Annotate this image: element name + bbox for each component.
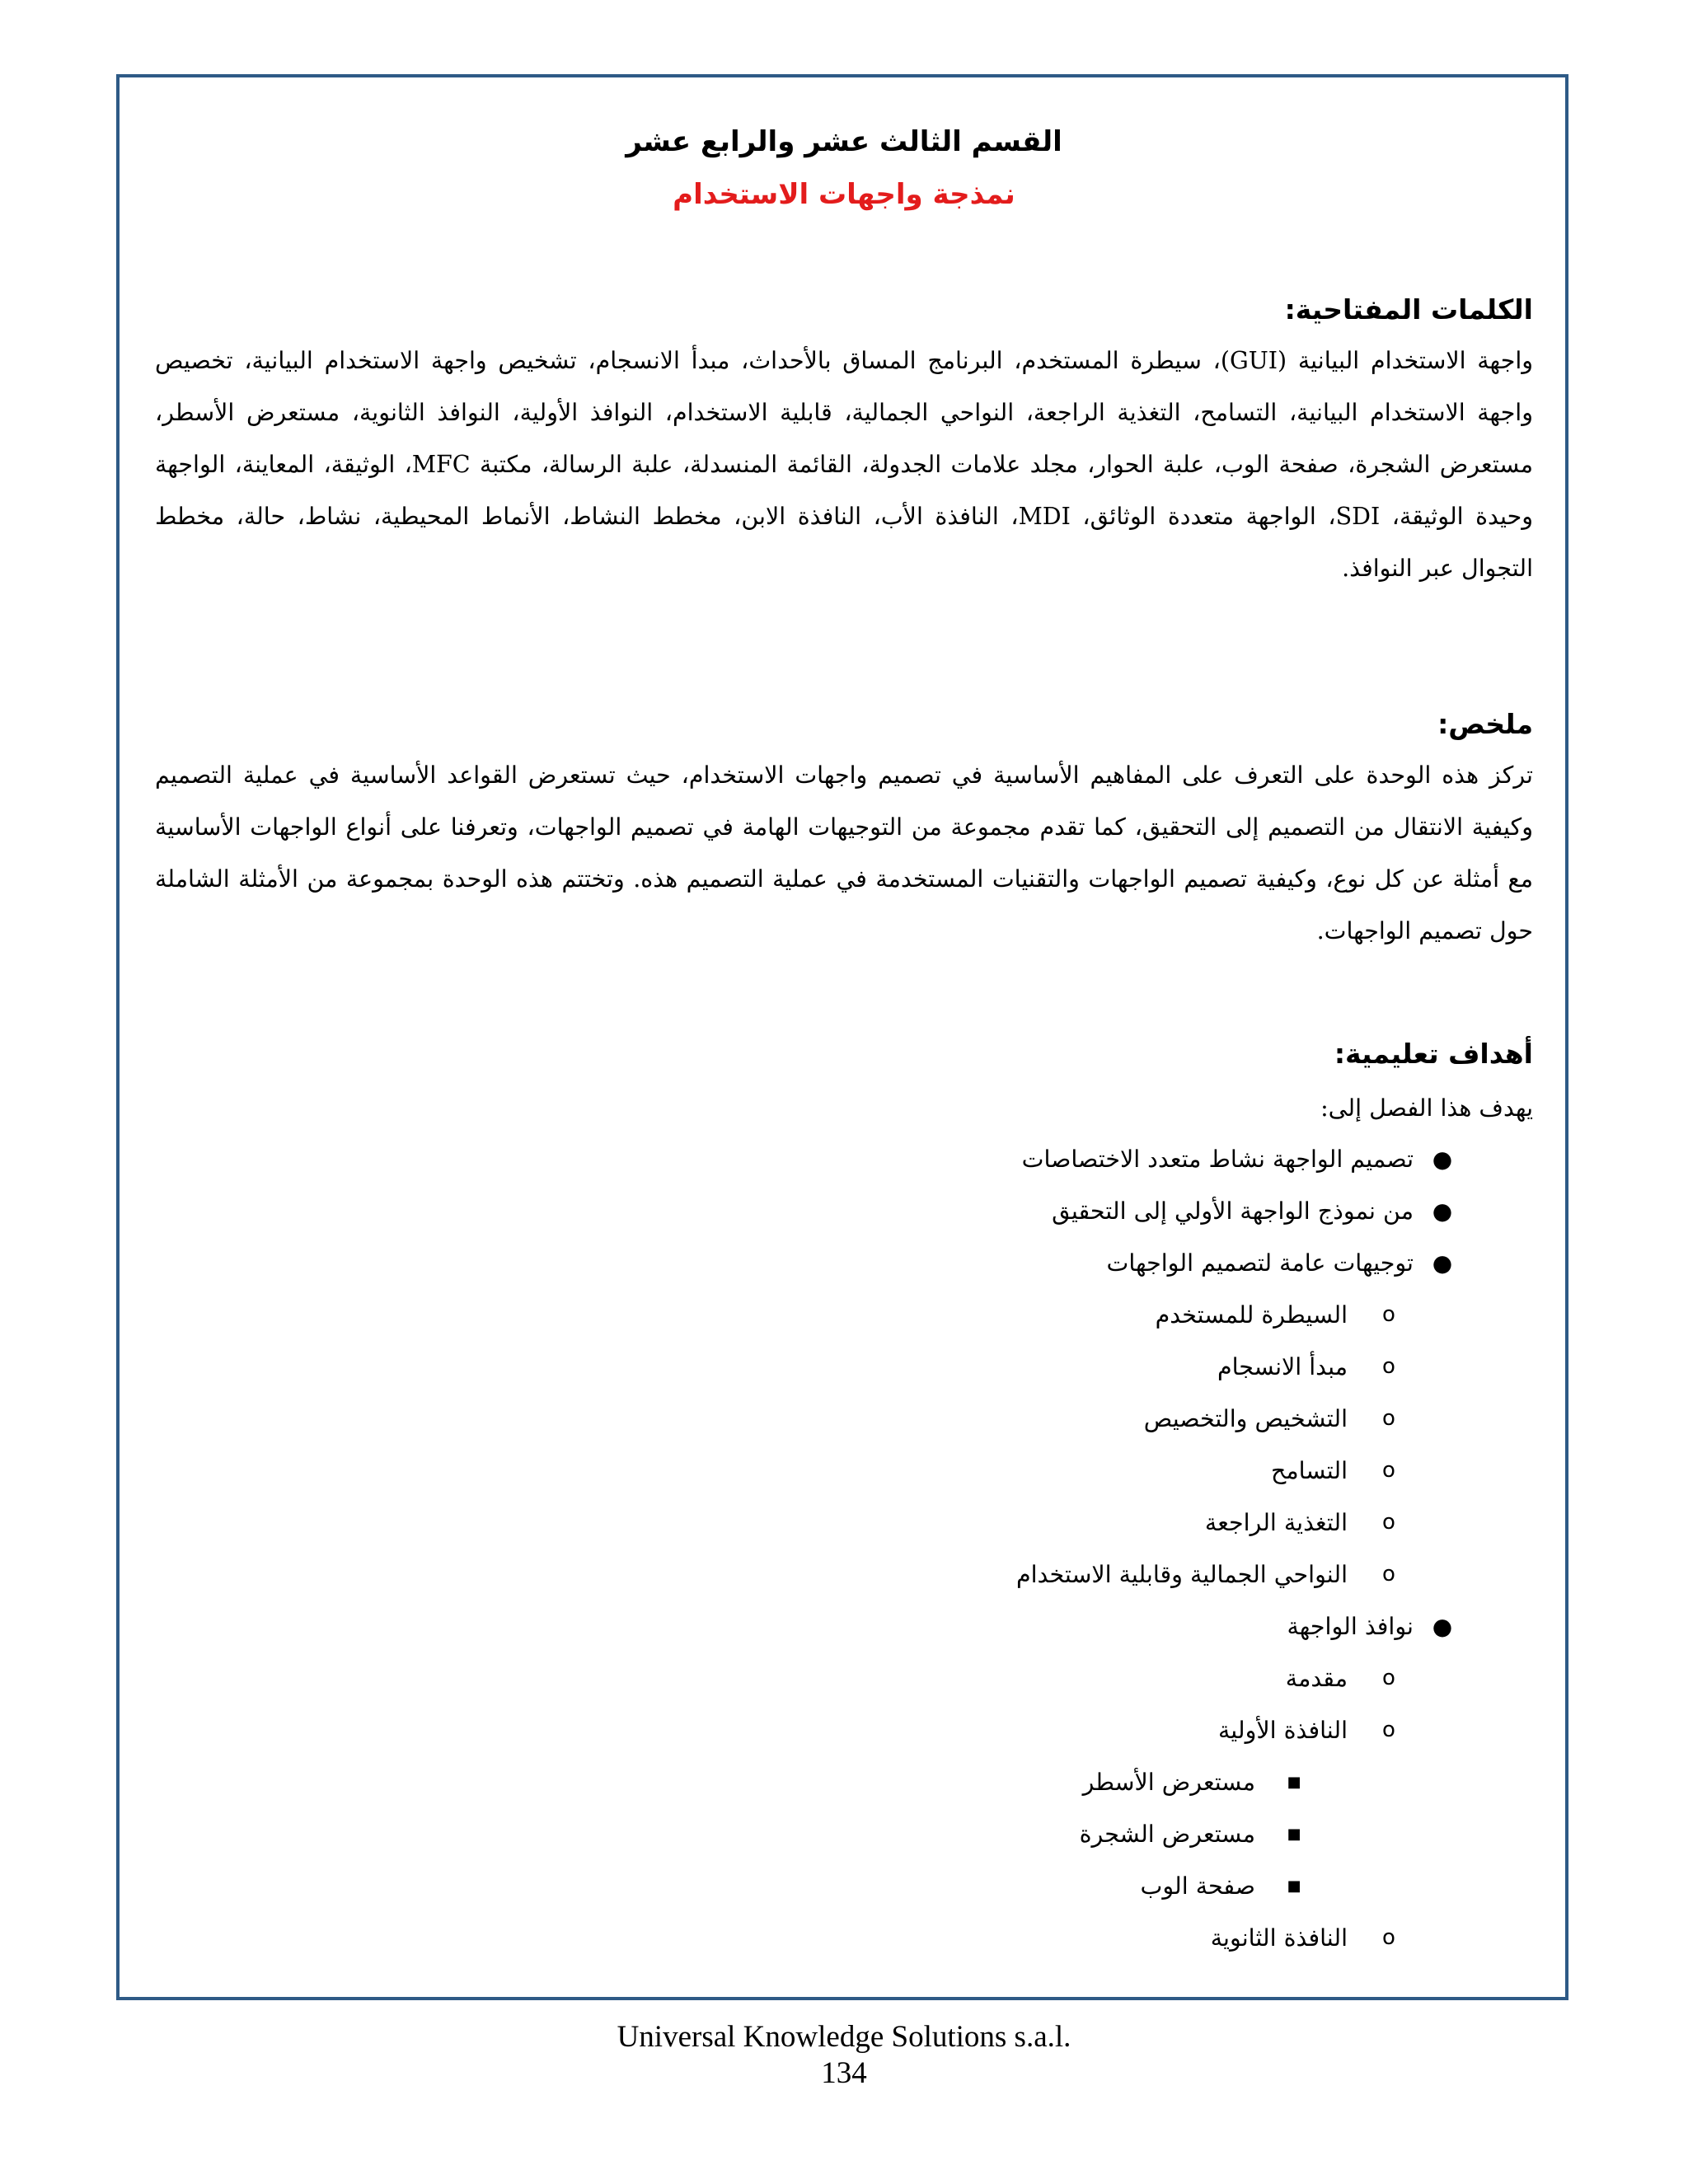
- section-title: القسم الثالث عشر والرابع عشر: [626, 125, 1062, 158]
- goals-heading: أهداف تعليمية:: [1334, 1038, 1533, 1070]
- goal-item-text: من نموذج الواجهة الأولي إلى التحقيق: [1052, 1197, 1414, 1225]
- bullet-square-icon: ■: [1287, 1877, 1301, 1895]
- bullet-circle-icon: o: [1382, 1510, 1395, 1535]
- goal-item-level-1: [155, 1185, 1533, 1237]
- goal-item-text: تصميم الواجهة نشاط متعدد الاختصاصات: [1021, 1146, 1414, 1173]
- bullet-square-icon: ■: [1287, 1825, 1301, 1843]
- goal-item-level-3: [155, 1808, 1533, 1860]
- goal-item-text: مستعرض الأسطر: [1082, 1769, 1255, 1796]
- goal-item-text: مقدمة: [1285, 1665, 1348, 1692]
- goal-item-text: نوافذ الواجهة: [1287, 1613, 1414, 1640]
- goal-item-text: صفحة الوب: [1140, 1872, 1255, 1900]
- bullet-dot-icon: ●: [1432, 1197, 1453, 1225]
- goal-item-level-2: [155, 1445, 1533, 1497]
- bullet-circle-icon: o: [1382, 1562, 1395, 1586]
- goal-item-level-3: [155, 1756, 1533, 1808]
- footer-company: Universal Knowledge Solutions s.a.l.: [617, 2020, 1071, 2054]
- section-subtitle: نمذجة واجهات الاستخدام: [673, 178, 1015, 211]
- page-number: 134: [821, 2056, 867, 2090]
- bullet-circle-icon: o: [1382, 1406, 1395, 1431]
- goal-item-level-2: [155, 1912, 1533, 1964]
- goal-item-text: توجيهات عامة لتصميم الواجهات: [1106, 1249, 1414, 1277]
- goal-item-level-2: [155, 1497, 1533, 1549]
- goal-item-text: التغذية الراجعة: [1204, 1509, 1348, 1536]
- bullet-circle-icon: o: [1382, 1666, 1395, 1690]
- bullet-dot-icon: ●: [1432, 1146, 1453, 1173]
- bullet-circle-icon: o: [1382, 1302, 1395, 1327]
- keywords-heading: الكلمات المفتاحية:: [1284, 293, 1533, 326]
- summary-paragraph: تركز هذه الوحدة على التعرف على المفاهيم الأساسية في تصميم واجهات الاستخدام، حيث تستعرض القواعد الأساسية في عملية التصميم وكيفية الانتقال من التصميم إلى التحقيق، كما تقدم مجموعة من التوجيهات الهامة في تصميم الواجهات، وتعرفنا على أنواع الواجهات الأساسية مع أمثلة عن كل نوع، وكيفية تصميم الواجهات والتقنيات المستخدمة في عملية التصميم هذه. وتختتم هذه الوحدة بمجموعة من الأمثلة الشاملة حول تصميم الواجهات.: [155, 762, 1533, 944]
- goals-intro: يهدف هذا الفصل إلى:: [1320, 1094, 1533, 1122]
- bullet-circle-icon: o: [1382, 1925, 1395, 1950]
- bullet-circle-icon: o: [1382, 1458, 1395, 1483]
- summary-heading: ملخص:: [1437, 708, 1533, 740]
- goal-item-level-2: [155, 1704, 1533, 1756]
- goal-item-text: النواحي الجمالية وقابلية الاستخدام: [1015, 1561, 1348, 1588]
- page-content: [155, 115, 1533, 1964]
- bullet-circle-icon: o: [1382, 1718, 1395, 1742]
- bullet-dot-icon: ●: [1432, 1249, 1453, 1277]
- bullet-square-icon: ■: [1287, 1774, 1301, 1791]
- goal-item-level-3: [155, 1860, 1533, 1912]
- goal-item-text: مستعرض الشجرة: [1079, 1821, 1255, 1848]
- goal-item-text: النافذة الأولية: [1218, 1717, 1348, 1744]
- goal-item-text: مبدأ الانسجام: [1217, 1353, 1348, 1380]
- keywords-paragraph: واجهة الاستخدام البيانية (GUI)، سيطرة المستخدم، البرنامج المساق بالأحداث، مبدأ الانسجام، تشخيص واجهة الاستخدام البيانية، تخصيص واجهة الاستخدام البيانية، التسامح، التغذية الراجعة، النواحي الجمالية، قابلية الاستخدام، النوافذ الأولية، النوافذ الثانوية، مستعرض الأسطر، مستعرض الشجرة، صفحة الوب، علبة الحوار، مجلد علامات الجدولة، القائمة المنسدلة، علبة الرسالة، مكتبة MFC، الوثيقة، المعاينة، الواجهة وحيدة الوثيقة، SDI، الواجهة متعددة الوثائق، MDI، النافذة الأب، النافذة الابن، مخطط النشاط، الأنماط المحيطية، نشاط، حالة، مخطط التجوال عبر النوافذ.: [155, 347, 1533, 582]
- goal-item-level-2: [155, 1289, 1533, 1341]
- bullet-dot-icon: ●: [1432, 1613, 1453, 1640]
- goal-item-level-1: [155, 1133, 1533, 1185]
- goal-item-level-2: [155, 1393, 1533, 1445]
- goals-list: [155, 1133, 1533, 1964]
- goal-item-level-2: [155, 1549, 1533, 1601]
- bullet-circle-icon: o: [1382, 1354, 1395, 1379]
- goal-item-text: السيطرة للمستخدم: [1155, 1301, 1348, 1329]
- goal-item-level-2: [155, 1341, 1533, 1393]
- goal-item-text: التشخيص والتخصيص: [1143, 1405, 1348, 1432]
- goal-item-level-2: [155, 1652, 1533, 1704]
- goal-item-level-1: [155, 1601, 1533, 1652]
- goal-item-text: النافذة الثانوية: [1210, 1924, 1348, 1952]
- goal-item-text: التسامح: [1271, 1457, 1348, 1484]
- goal-item-level-1: [155, 1237, 1533, 1289]
